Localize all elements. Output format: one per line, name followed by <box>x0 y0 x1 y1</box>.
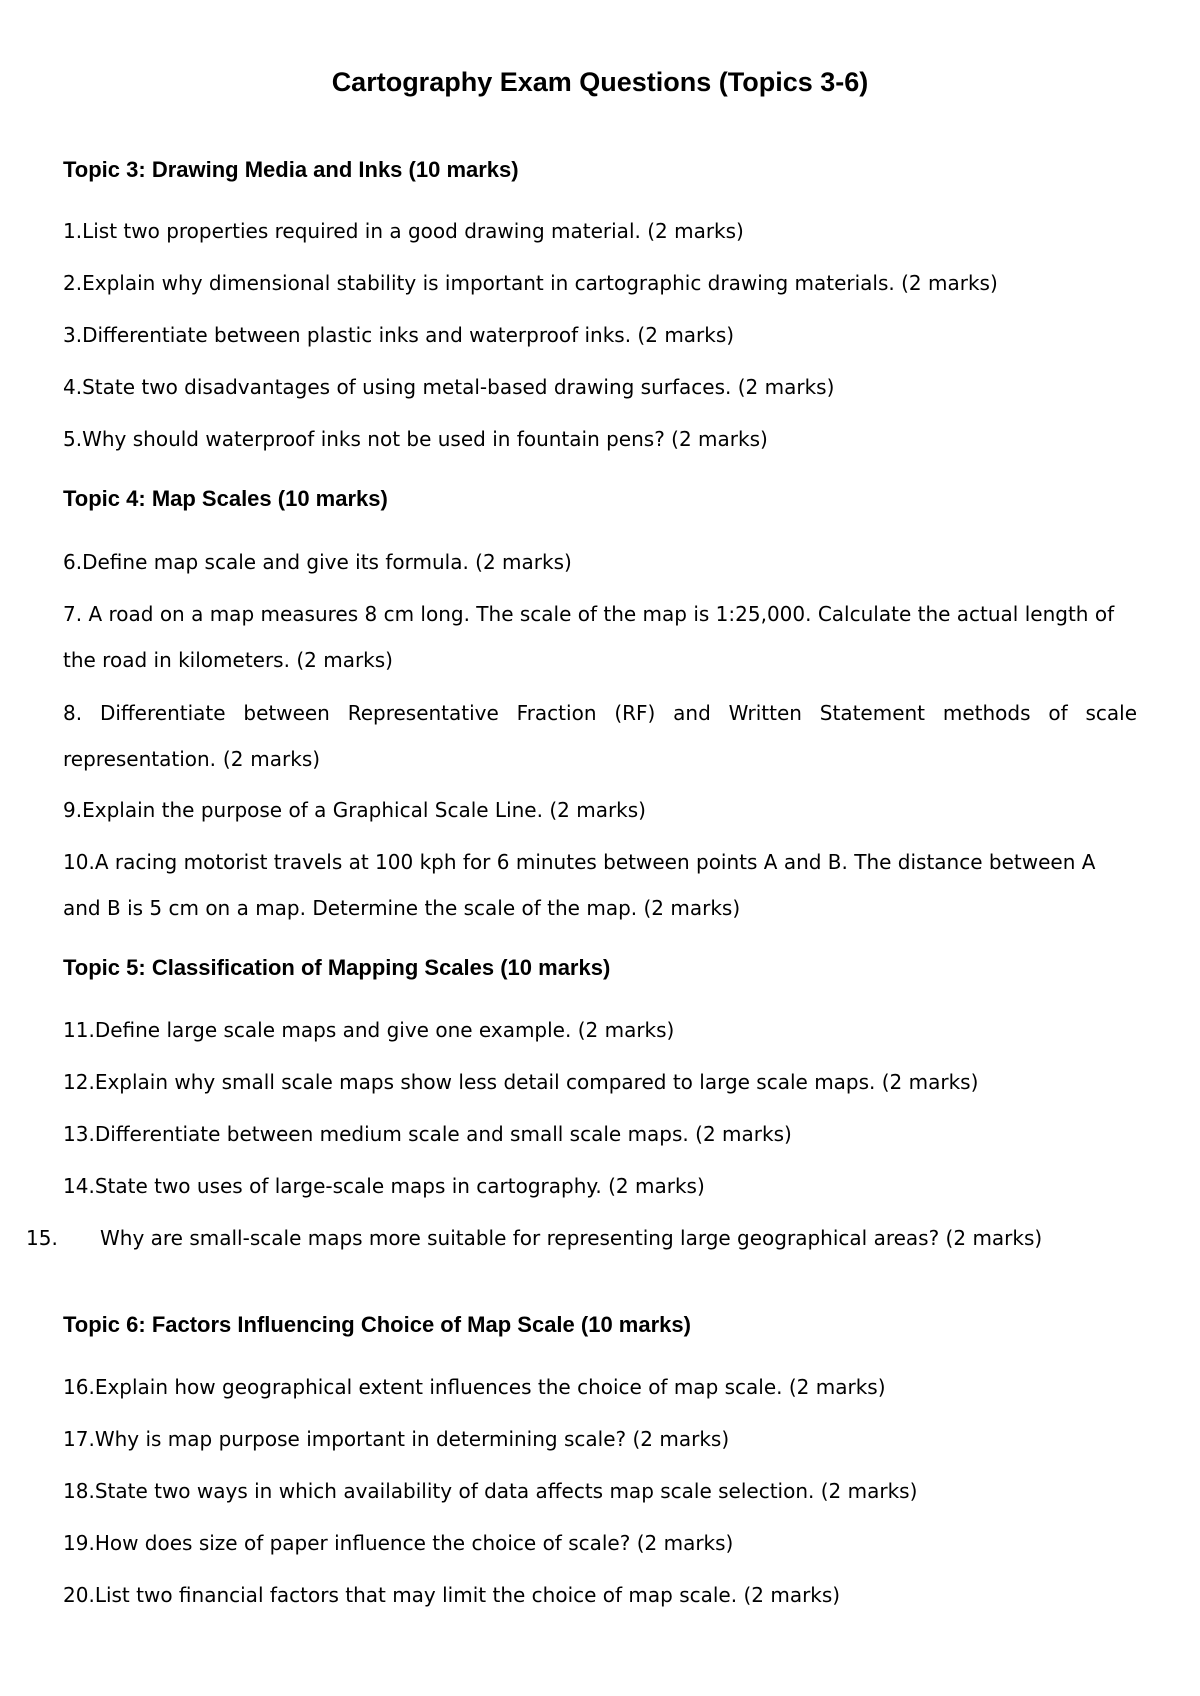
question-number: 15. <box>26 1226 58 1250</box>
question-number: 18. <box>63 1479 95 1503</box>
question-text: Why are small-scale maps more suitable for representing large geographical areas? (2 marks) <box>100 1226 1043 1250</box>
question-number: 6. <box>63 550 83 574</box>
question-text: State two disadvantages of using metal-based drawing surfaces. (2 marks) <box>82 375 835 399</box>
question-number: 20. <box>63 1583 95 1607</box>
question-number: 19. <box>63 1531 95 1555</box>
question-number: 8. <box>63 701 83 725</box>
question-item <box>63 1580 840 1610</box>
question-text: Why is map purpose important in determining scale? (2 marks) <box>94 1427 730 1451</box>
question-text: Define large scale maps and give one example. (2 marks) <box>94 1018 675 1042</box>
question-text: List two financial factors that may limit the choice of map scale. (2 marks) <box>94 1583 841 1607</box>
page-title: Cartography Exam Questions (Topics 3-6) <box>331 67 869 97</box>
topic-heading: Topic 5: Classification of Mapping Scales (10 marks) <box>63 955 611 980</box>
topic-heading: Topic 3: Drawing Media and Inks (10 marks) <box>63 157 519 182</box>
question-text: Explain why small scale maps show less detail compared to large scale maps. (2 marks) <box>94 1070 979 1094</box>
question-item <box>63 320 734 350</box>
question-number: 4. <box>63 375 83 399</box>
question-number: 12. <box>63 1070 95 1094</box>
question-item <box>63 1015 674 1045</box>
question-number: 10. <box>63 850 95 874</box>
question-item <box>63 839 1139 931</box>
question-item <box>63 268 998 298</box>
question-item <box>63 1424 729 1454</box>
question-item <box>63 1171 705 1201</box>
question-item <box>63 372 834 402</box>
question-number: 14. <box>63 1174 95 1198</box>
question-text: Differentiate between plastic inks and waterproof inks. (2 marks) <box>82 323 735 347</box>
question-text: Why should waterproof inks not be used in fountain pens? (2 marks) <box>82 427 768 451</box>
question-text: List two properties required in a good drawing material. (2 marks) <box>82 219 744 243</box>
question-text: A racing motorist travels at 100 kph for 6 minutes between points A and B. The distance between A and B is 5 cm on a map. Determine the scale of the map. (2 marks) <box>63 850 1096 920</box>
question-item <box>63 1528 733 1558</box>
question-text: How does size of paper influence the choice of scale? (2 marks) <box>94 1531 734 1555</box>
question-item <box>63 591 1139 683</box>
question-item <box>63 1067 978 1097</box>
question-number: 5. <box>63 427 83 451</box>
question-text: State two uses of large-scale maps in cartography. (2 marks) <box>94 1174 705 1198</box>
question-text: Differentiate between medium scale and small scale maps. (2 marks) <box>94 1122 792 1146</box>
question-number: 11. <box>63 1018 95 1042</box>
question-number: 13. <box>63 1122 95 1146</box>
question-item <box>63 1476 917 1506</box>
question-text: Explain how geographical extent influences the choice of map scale. (2 marks) <box>94 1375 886 1399</box>
question-text: Explain the purpose of a Graphical Scale Line. (2 marks) <box>82 798 646 822</box>
question-number: 1. <box>63 219 83 243</box>
topic-heading: Topic 6: Factors Influencing Choice of Map Scale (10 marks) <box>63 1312 691 1337</box>
question-item <box>63 690 1137 782</box>
question-item <box>26 1225 1120 1251</box>
question-number: 7. <box>63 602 83 626</box>
question-item <box>63 795 646 825</box>
question-text: State two ways in which availability of data affects map scale selection. (2 marks) <box>94 1479 918 1503</box>
question-number: 17. <box>63 1427 95 1451</box>
question-number: 16. <box>63 1375 95 1399</box>
question-text: A road on a map measures 8 cm long. The scale of the map is 1:25,000. Calculate the actual length of the road in kilometers. (2 marks) <box>63 602 1115 672</box>
question-text: Define map scale and give its formula. (2 marks) <box>82 550 572 574</box>
question-item <box>63 547 572 577</box>
question-item <box>63 216 744 246</box>
question-number: 2. <box>63 271 83 295</box>
question-text: Explain why dimensional stability is important in cartographic drawing materials. (2 marks) <box>82 271 998 295</box>
question-text: Differentiate between Representative Fraction (RF) and Written Statement methods of scale representation. (2 marks) <box>63 701 1137 771</box>
question-number: 3. <box>63 323 83 347</box>
question-item <box>63 1372 886 1402</box>
question-item <box>63 1119 792 1149</box>
question-number: 9. <box>63 798 83 822</box>
question-item <box>63 424 768 454</box>
topic-heading: Topic 4: Map Scales (10 marks) <box>63 486 388 511</box>
